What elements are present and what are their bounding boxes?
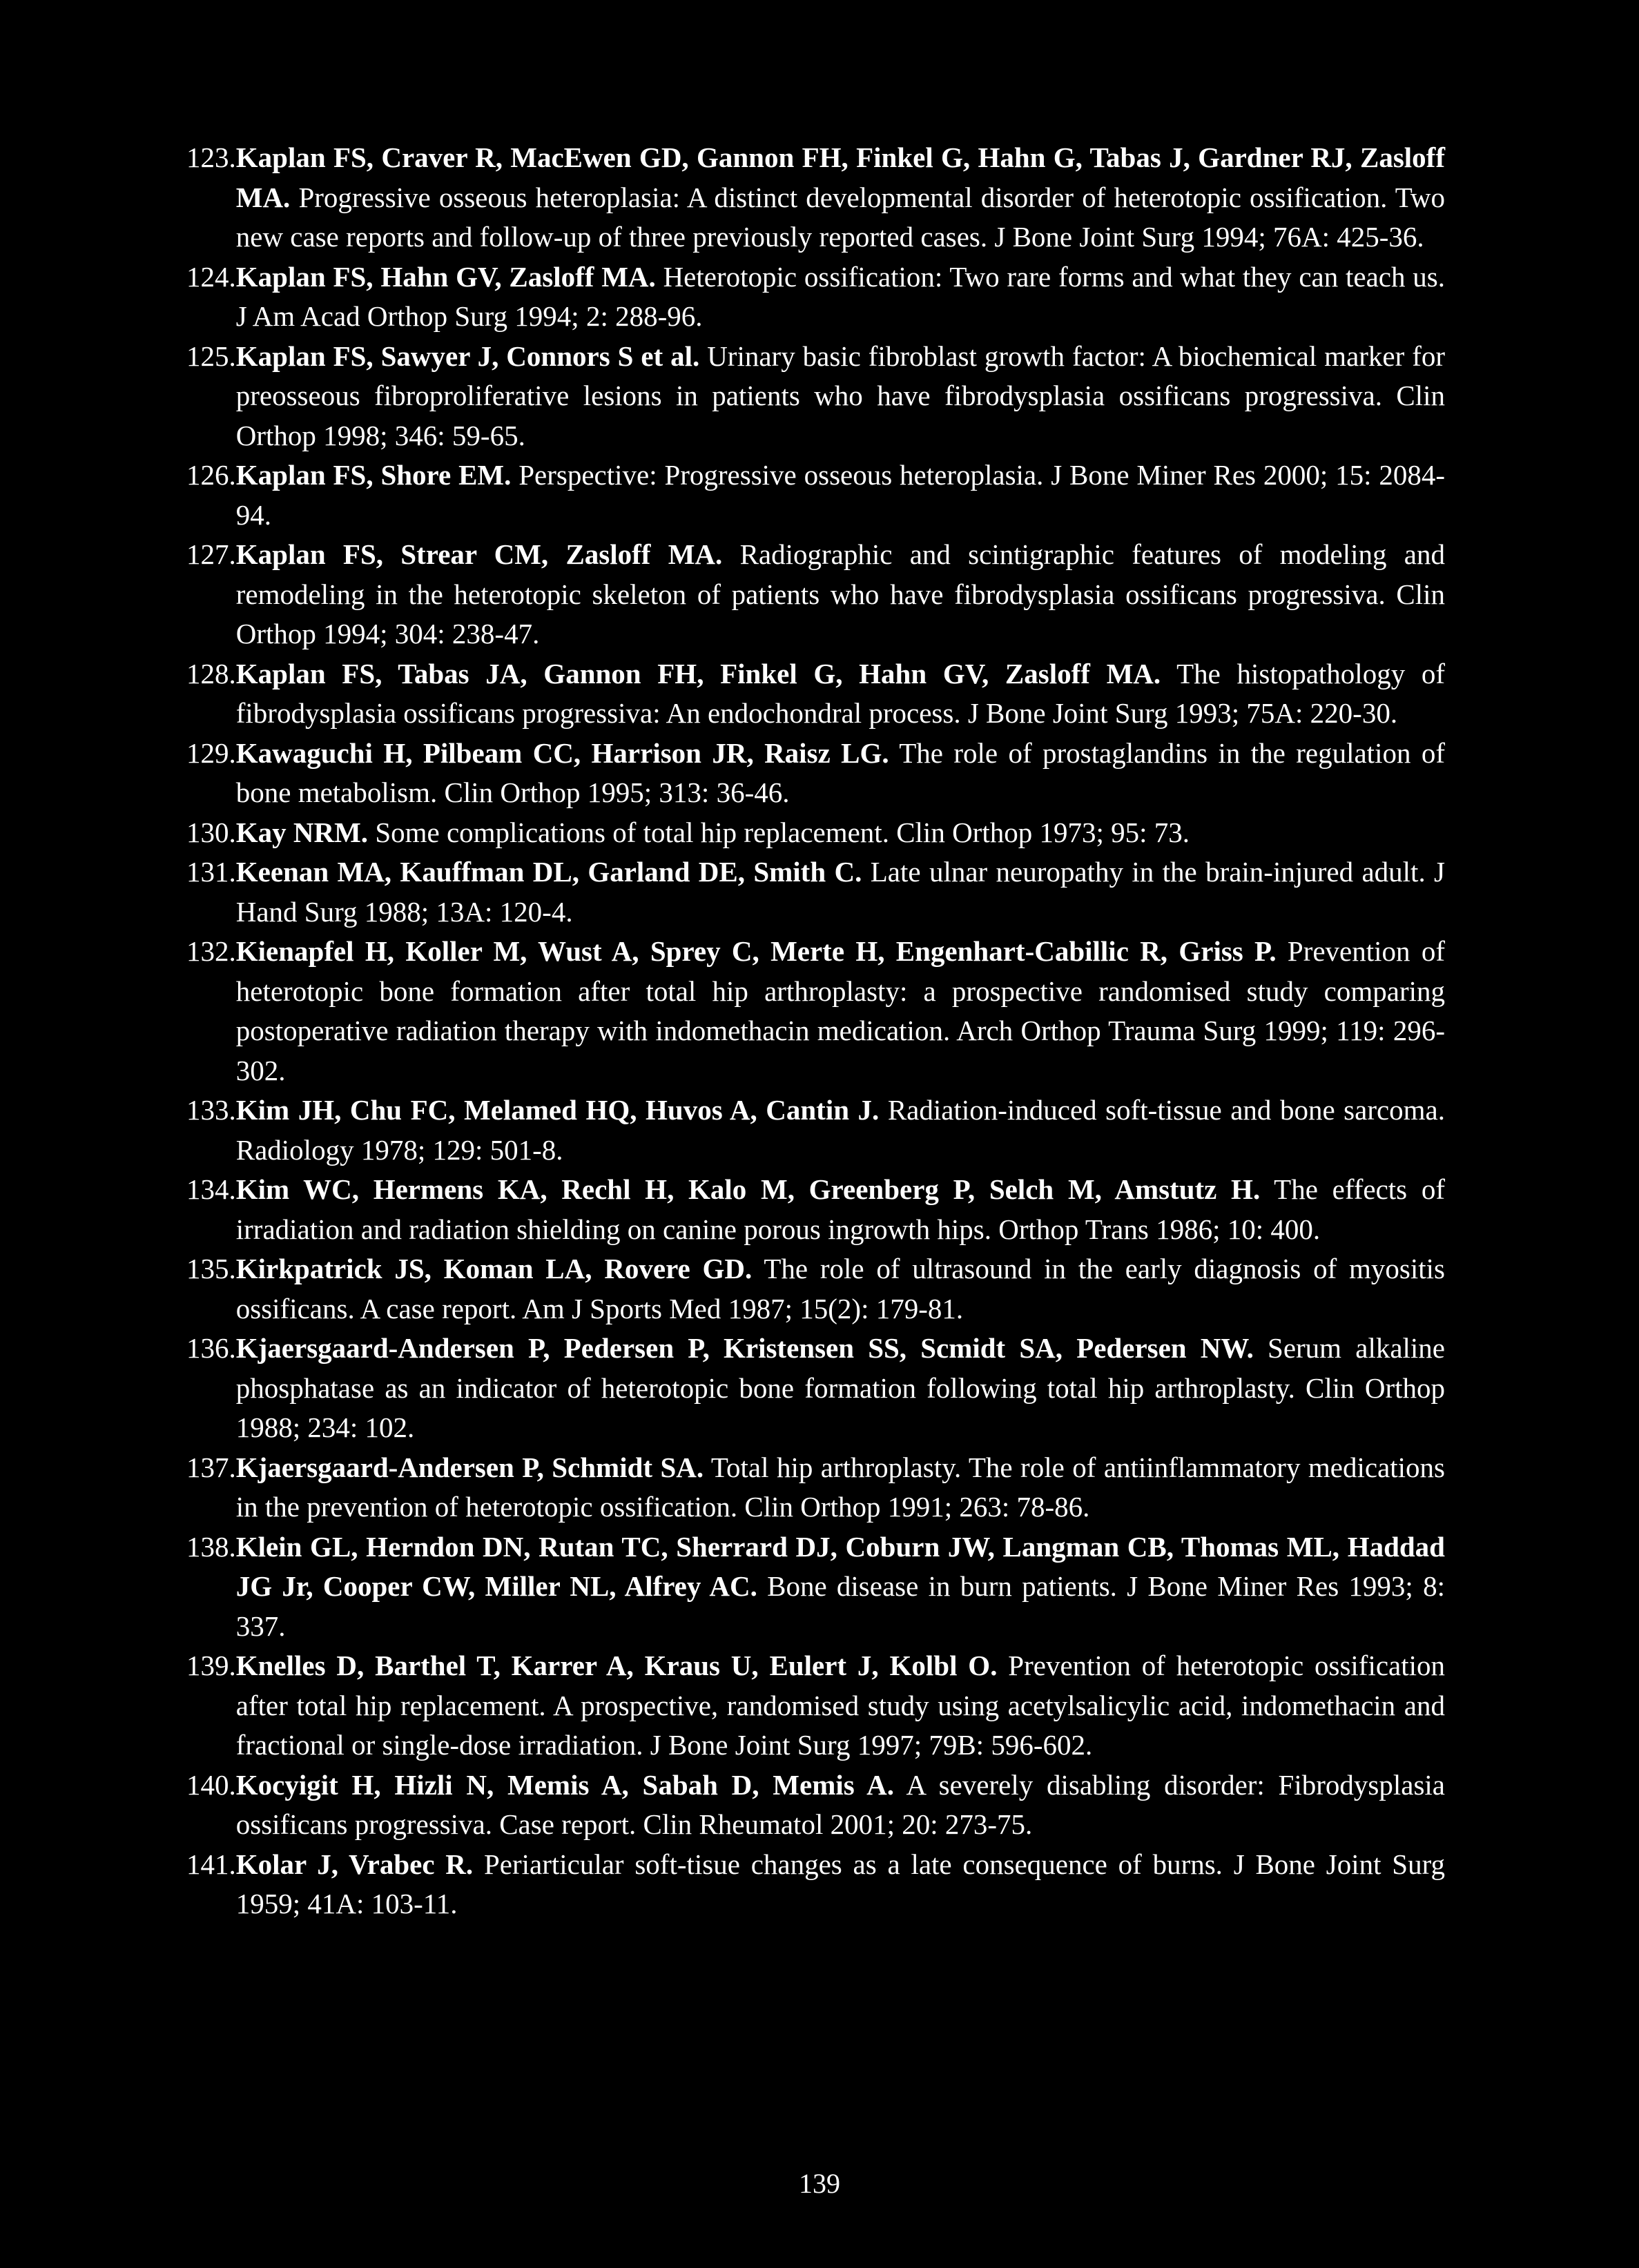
reference-authors: Knelles D, Barthel T, Karrer A, Kraus U, Eulert J, Kolbl O. <box>235 1650 998 1681</box>
reference-number: 135. <box>186 1253 236 1284</box>
reference-item <box>186 734 1445 813</box>
reference-number: 128. <box>186 657 236 690</box>
reference-item <box>186 1646 1445 1766</box>
reference-text: Progressive osseous heteroplasia: A distinct developmental disorder of heterotopic ossification. Two new case reports and follow-up of three previously reported cases. J Bone Joint Surg 1994; 76A: 425-36. <box>235 181 1446 253</box>
reference-number: 134. <box>186 1173 236 1205</box>
reference-text: Radiographic and scintigraphic features of modeling and remodeling in the heterotopic skeleton of patients who have fibrodysplasia ossificans progressiva. Clin Orthop 1994; 304: 238-47. <box>235 538 1446 649</box>
reference-body <box>236 138 1445 257</box>
reference-list <box>186 138 1445 1924</box>
reference-authors: Kaplan FS, Craver R, MacEwen GD, Gannon FH, Finkel G, Hahn G, Tabas J, Gardner RJ, Zasloff MA. <box>235 141 1445 213</box>
reference-authors: Kienapfel H, Koller M, Wust A, Sprey C, Merte H, Engenhart-Cabillic R, Griss P. <box>235 935 1277 967</box>
reference-item <box>186 337 1445 456</box>
reference-body <box>236 852 1445 932</box>
reference-authors: Kaplan FS, Strear CM, Zasloff MA. <box>235 538 723 570</box>
reference-body <box>236 654 1445 734</box>
reference-text: The role of ultrasound in the early diagnosis of myositis ossificans. A case report. Am J Sports Med 1987; 15(2): 179-81. <box>235 1253 1445 1324</box>
reference-number: 124. <box>186 260 236 293</box>
reference-item <box>186 1170 1445 1249</box>
reference-item <box>186 932 1445 1091</box>
reference-text: The effects of irradiation and radiation shielding on canine porous ingrowth hips. Orthop Trans 1986; 10: 400. <box>235 1173 1445 1245</box>
reference-item <box>186 1845 1445 1924</box>
reference-item <box>186 654 1445 734</box>
reference-text: Some complications of total hip replacement. Clin Orthop 1973; 95: 73. <box>375 816 1190 848</box>
reference-body <box>236 1766 1445 1845</box>
reference-text: The role of prostaglandins in the regulation of bone metabolism. Clin Orthop 1995; 313: 36-46. <box>235 736 1445 808</box>
reference-number: 138. <box>186 1530 236 1563</box>
reference-authors: Kaplan FS, Hahn GV, Zasloff MA. <box>235 260 656 293</box>
reference-authors: Kjaersgaard-Andersen P, Pedersen P, Kristensen SS, Scmidt SA, Pedersen NW. <box>235 1332 1254 1364</box>
reference-text: Serum alkaline phosphatase as an indicator of heterotopic bone formation following total hip arthroplasty. Clin Orthop 1988; 234: 102. <box>235 1332 1446 1443</box>
reference-item <box>186 852 1445 932</box>
reference-item <box>186 535 1445 654</box>
reference-authors: Kawaguchi H, Pilbeam CC, Harrison JR, Raisz LG. <box>235 736 889 769</box>
reference-item <box>186 1766 1445 1845</box>
page-number: 139 <box>799 2168 840 2199</box>
reference-number: 127. <box>186 538 236 570</box>
reference-authors: Kolar J, Vrabec R. <box>235 1848 474 1880</box>
reference-body <box>236 1527 1445 1647</box>
reference-item <box>186 456 1445 535</box>
reference-body <box>236 1170 1445 1249</box>
reference-text: Radiation-induced soft-tissue and bone sarcoma. Radiology 1978; 129: 501-8. <box>235 1094 1446 1166</box>
reference-body <box>236 535 1445 654</box>
reference-text: Prevention of heterotopic ossification after total hip replacement. A prospective, randomised study using acetylsalicylic acid, indomethacin and fractional or single-dose irradiation. J Bone Joint Surg 1997; 79B: 596-602. <box>235 1650 1446 1761</box>
reference-body <box>236 1249 1445 1329</box>
reference-number: 140. <box>186 1768 236 1801</box>
reference-item <box>186 1527 1445 1647</box>
reference-text: The histopathology of fibrodysplasia ossificans progressiva: An endochondral process. J Bone Joint Surg 1993; 75A: 220-30. <box>235 657 1445 729</box>
reference-authors: Kim WC, Hermens KA, Rechl H, Kalo M, Greenberg P, Selch M, Amstutz H. <box>235 1173 1261 1205</box>
reference-authors: Kay NRM. <box>235 816 369 848</box>
reference-body <box>236 1646 1445 1766</box>
reference-item <box>186 1329 1445 1448</box>
reference-text: Heterotopic ossification: Two rare forms and what they can teach us. J Am Acad Orthop Surg 1994; 2: 288-96. <box>235 260 1446 332</box>
reference-number: 125. <box>186 340 236 372</box>
reference-item <box>186 257 1445 337</box>
reference-text: Urinary basic fibroblast growth factor: A biochemical marker for preosseous fibroproliferative lesions in patients who have fibrodysplasia ossificans progressiva. Clin Orthop 1998; 346: 59-65. <box>235 340 1446 451</box>
reference-authors: Kaplan FS, Shore EM. <box>235 459 512 491</box>
reference-body <box>236 1845 1445 1924</box>
reference-authors: Klein GL, Herndon DN, Rutan TC, Sherrard DJ, Coburn JW, Langman CB, Thomas ML, Haddad JG Jr, Cooper CW, Miller NL, Alfrey AC. <box>235 1530 1445 1602</box>
reference-text: Periarticular soft-tisue changes as a late consequence of burns. J Bone Joint Surg 1959; 41A: 103-11. <box>235 1848 1445 1919</box>
reference-text: Perspective: Progressive osseous heteroplasia. J Bone Miner Res 2000; 15: 2084-94. <box>235 459 1445 531</box>
reference-number: 126. <box>186 459 236 491</box>
reference-number: 132. <box>186 935 236 967</box>
reference-body <box>236 1448 1445 1527</box>
reference-text: Total hip arthroplasty. The role of antiinflammatory medications in the prevention of heterotopic ossification. Clin Orthop 1991; 263: 78-86. <box>235 1451 1446 1523</box>
reference-body <box>236 734 1445 813</box>
reference-body <box>236 932 1445 1091</box>
reference-number: 141. <box>186 1848 236 1880</box>
reference-number: 139. <box>186 1650 236 1681</box>
reference-text: Bone disease in burn patients. J Bone Miner Res 1993; 8: 337. <box>235 1570 1445 1642</box>
reference-authors: Kjaersgaard-Andersen P, Schmidt SA. <box>235 1451 704 1483</box>
reference-number: 131. <box>186 856 236 888</box>
reference-body <box>236 257 1445 337</box>
reference-body <box>236 1091 1445 1170</box>
reference-authors: Keenan MA, Kauffman DL, Garland DE, Smith C. <box>235 856 862 888</box>
reference-text: Prevention of heterotopic bone formation after total hip arthroplasty: a prospective randomised study comparing postoperative radiation therapy with indomethacin medication. Arch Orthop Trauma Surg 1999; 119: 296-302. <box>235 935 1445 1086</box>
reference-number: 129. <box>186 736 236 769</box>
reference-text: Late ulnar neuropathy in the brain-injured adult. J Hand Surg 1988; 13A: 120-4. <box>235 856 1446 928</box>
reference-item <box>186 138 1445 257</box>
reference-number: 123. <box>186 141 236 173</box>
reference-item <box>186 813 1445 853</box>
reference-number: 137. <box>186 1451 236 1483</box>
reference-authors: Kim JH, Chu FC, Melamed HQ, Huvos A, Cantin J. <box>235 1094 880 1126</box>
reference-text: A severely disabling disorder: Fibrodysplasia ossificans progressiva. Case report. Clin Rheumatol 2001; 20: 273-75. <box>235 1768 1445 1840</box>
reference-item <box>186 1448 1445 1527</box>
reference-body <box>236 337 1445 456</box>
reference-item <box>186 1249 1445 1329</box>
reference-authors: Kirkpatrick JS, Koman LA, Rovere GD. <box>235 1253 753 1284</box>
reference-number: 133. <box>186 1094 236 1126</box>
reference-number: 136. <box>186 1332 236 1364</box>
reference-number: 130. <box>186 816 236 848</box>
reference-authors: Kaplan FS, Sawyer J, Connors S et al. <box>235 340 700 372</box>
reference-item <box>186 1091 1445 1170</box>
reference-authors: Kaplan FS, Tabas JA, Gannon FH, Finkel G, Hahn GV, Zasloff MA. <box>235 657 1161 690</box>
reference-authors: Kocyigit H, Hizli N, Memis A, Sabah D, Memis A. <box>235 1768 895 1801</box>
reference-body <box>236 813 1445 853</box>
reference-body <box>236 456 1445 535</box>
reference-body <box>236 1329 1445 1448</box>
